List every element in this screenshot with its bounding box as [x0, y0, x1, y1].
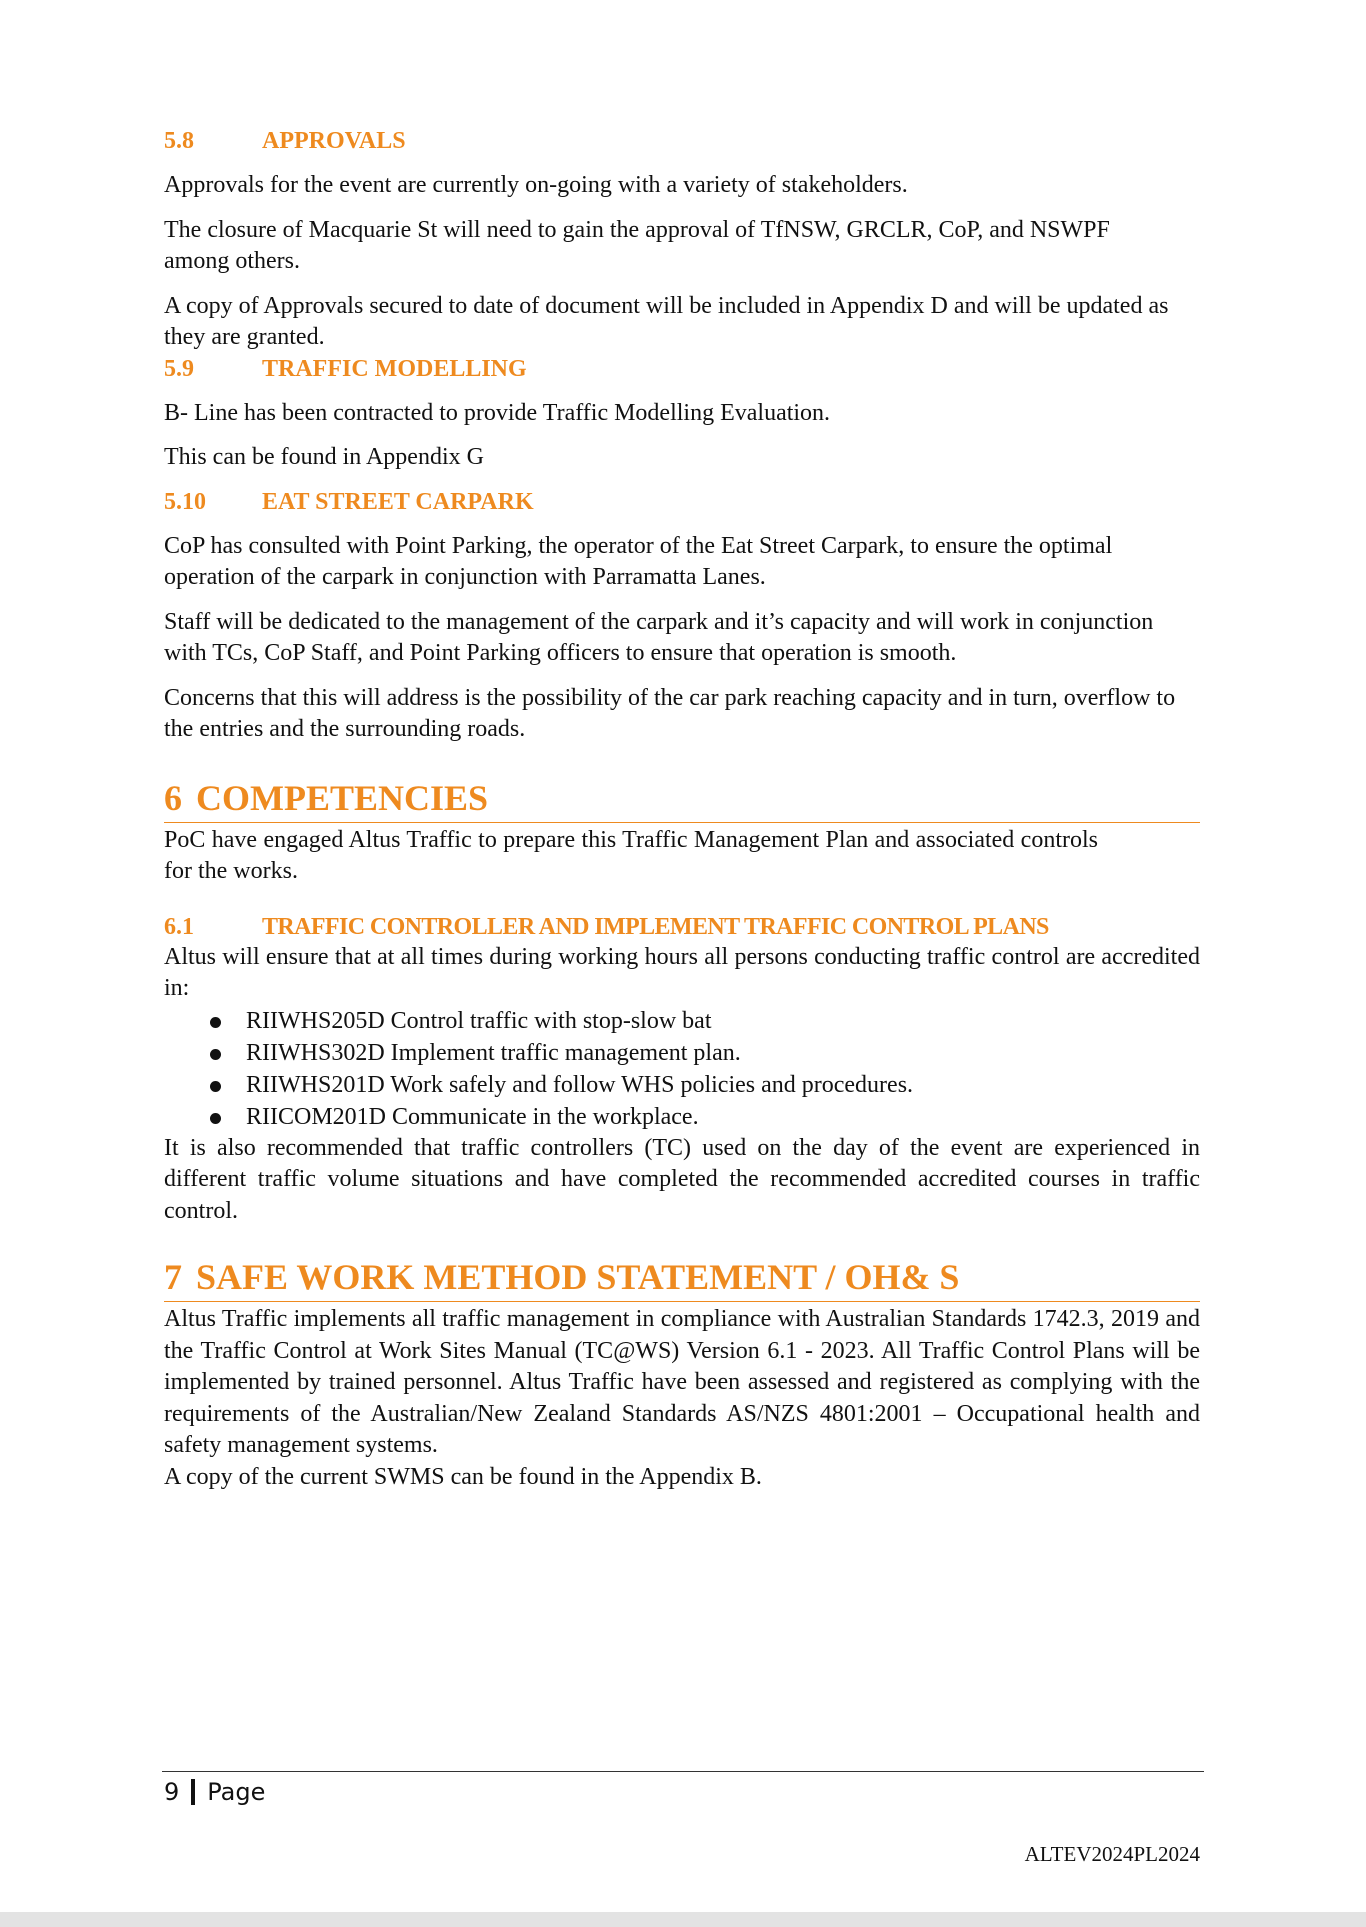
- bullet-icon: [210, 1017, 221, 1028]
- page-number-value: 9: [164, 1778, 180, 1806]
- heading-title: TRAFFIC MODELLING: [262, 355, 527, 382]
- bullet-icon: [210, 1113, 221, 1124]
- heading-7: [164, 1255, 1200, 1302]
- paragraph: It is also recommended that traffic controllers (TC) used on the day of the event are experienced in different traffic volume situations and have completed the recommended accredited courses in traffic control.: [164, 1134, 1200, 1224]
- page-content: [164, 126, 1200, 1493]
- list-item: RIICOM201D Communicate in the workplace.: [210, 1101, 1200, 1133]
- heading-5-10: [164, 487, 1200, 517]
- heading-number: 6.1: [164, 913, 194, 940]
- page-gap: [0, 1912, 1366, 1927]
- heading-number: 7: [164, 1257, 182, 1297]
- heading-title: COMPETENCIES: [196, 777, 489, 818]
- paragraph: A copy of Approvals secured to date of document will be included in Appendix D and will be updated as they are granted.: [164, 292, 1169, 350]
- heading-number: 6: [164, 777, 182, 818]
- page-number: [164, 1778, 265, 1806]
- bullet-icon: [210, 1049, 221, 1060]
- heading-title: TRAFFIC CONTROLLER AND IMPLEMENT TRAFFIC CONTROL PLANS: [262, 913, 1049, 940]
- paragraph: PoC have engaged Altus Traffic to prepare this Traffic Management Plan and associated controls for the works.: [164, 826, 1098, 884]
- separator-bar: [191, 1779, 195, 1805]
- heading-number: 5.8: [164, 128, 194, 154]
- heading-6-1: [164, 912, 1200, 942]
- paragraph: CoP has consulted with Point Parking, the operator of the Eat Street Carpark, to ensure the optimal operation of the carpark in conjunction with Parramatta Lanes.: [164, 532, 1113, 590]
- heading-title: SAFE WORK METHOD STATEMENT / OH& S: [196, 1257, 960, 1297]
- paragraph: Altus Traffic implements all traffic management in compliance with Australian Standards 1742.3, 2019 and the Traffic Control at Work Sites Manual (TC@WS) Version 6.1 - 2023. All Traffic Control Plans will be implemented by trained personnel. Altus Traffic have been assessed and registered as complying with the requirements of the Australian/New Zealand Standards AS/NZS 4801:2001 – Occupational health and safety management systems.: [164, 1306, 1200, 1458]
- document-code: ALTEV2024PL2024: [1024, 1842, 1200, 1866]
- heading-title: EAT STREET CARPARK: [262, 488, 534, 515]
- page-label: Page: [207, 1778, 266, 1806]
- paragraph: Approvals for the event are currently on-going with a variety of stakeholders.: [164, 172, 908, 198]
- heading-5-9: [164, 354, 1200, 384]
- heading-number: 5.9: [164, 355, 194, 382]
- paragraph: A copy of the current SWMS can be found in the Appendix B.: [164, 1463, 762, 1490]
- paragraph: B- Line has been contracted to provide Traffic Modelling Evaluation.: [164, 399, 831, 426]
- paragraph: This can be found in Appendix G: [164, 444, 484, 470]
- bullet-icon: [210, 1081, 221, 1092]
- paragraph: Concerns that this will address is the possibility of the car park reaching capacity and in turn, overflow to the entries and the surrounding roads.: [164, 684, 1176, 742]
- paragraph: The closure of Macquarie St will need to gain the approval of TfNSW, GRCLR, CoP, and NSWPF among others.: [164, 216, 1110, 274]
- heading-5-8: [164, 126, 1200, 156]
- paragraph: Altus will ensure that at all times during working hours all persons conducting traffic control are accredited in:: [164, 943, 1200, 1001]
- heading-number: 5.10: [164, 488, 206, 515]
- heading-title: APPROVALS: [262, 128, 406, 154]
- list-item: RIIWHS205D Control traffic with stop-slow bat: [210, 1005, 1200, 1037]
- paragraph: Staff will be dedicated to the management of the carpark and it’s capacity and will work in conjunction with TCs, CoP Staff, and Point Parking officers to ensure that operation is smooth.: [164, 608, 1154, 666]
- accreditation-list: [164, 1005, 1200, 1133]
- list-item: RIIWHS201D Work safely and follow WHS policies and procedures.: [210, 1069, 1200, 1101]
- heading-6: [164, 776, 1200, 823]
- footer-divider: [162, 1771, 1204, 1772]
- list-item: RIIWHS302D Implement traffic management plan.: [210, 1037, 1200, 1069]
